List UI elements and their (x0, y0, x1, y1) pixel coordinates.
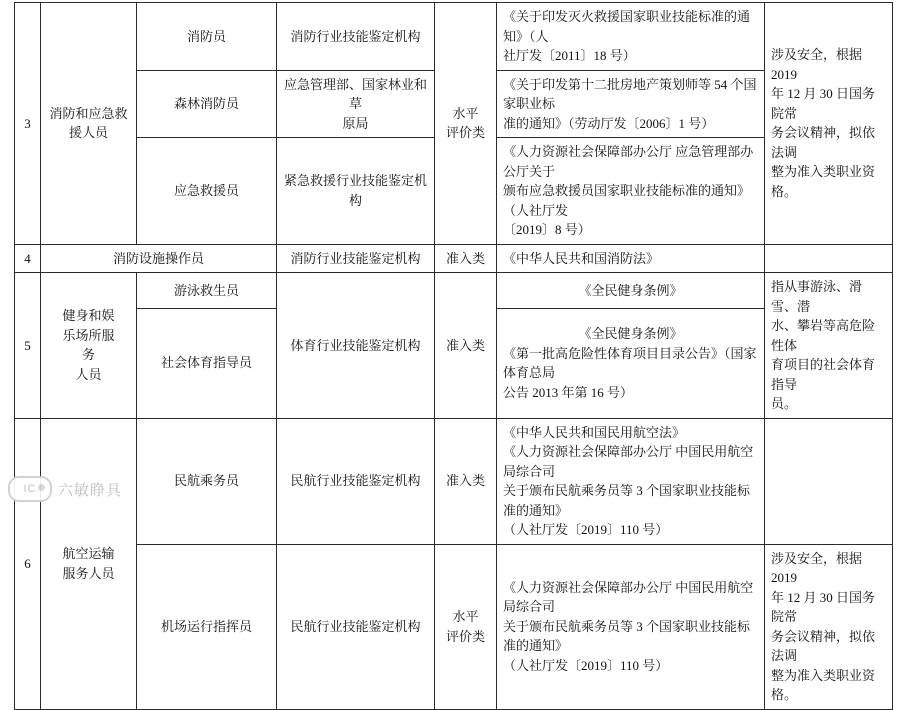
legal-basis (497, 244, 765, 273)
type-line-2: 评价类 (445, 628, 485, 644)
row-group-line: 乐场所服 (62, 327, 115, 343)
row-group (41, 273, 137, 419)
remark-line: 员。 (771, 396, 798, 411)
legal-basis-line: 公告 2013 年第 16 号） (503, 384, 634, 400)
organization-line: 构 (348, 192, 362, 208)
legal-basis (497, 3, 765, 71)
legal-basis-line: 《人力资源社会保障部办公厅 中国民用航空局综合司 (503, 444, 754, 479)
legal-basis-line: 〔2019〕8 号） (503, 222, 591, 237)
row-index: 5 (15, 273, 41, 419)
watermark-logo-icon (8, 476, 52, 502)
remark-line: 水、攀岩等高危险性体 (771, 318, 876, 353)
remark-line: 年 12 月 30 日国务院常 (771, 86, 876, 121)
legal-basis-line: 《关于印发第十二批房地产策划师等 54 个国家职业标 (503, 76, 757, 111)
organization-line: 紧急救援行业技能鉴定机 (283, 173, 427, 189)
document-page (0, 2, 900, 702)
remark (765, 418, 893, 544)
qualification-type: 准入类 (435, 244, 497, 273)
legal-basis-line: 社厅发〔2011〕18 号） (503, 48, 636, 63)
organization-line: 原局 (342, 115, 369, 131)
occupation-name: 消防设施操作员 (41, 244, 277, 273)
watermark (8, 476, 122, 502)
row-index: 4 (15, 244, 41, 273)
row-index: 3 (15, 3, 41, 245)
row-group-line: 健身和娱 (62, 308, 115, 324)
occupation-name: 消防员 (137, 3, 277, 71)
qualification-type: 准入类 (435, 273, 497, 419)
table-row (15, 273, 893, 309)
legal-basis-line: 《中华人民共和国消防法》 (503, 250, 660, 266)
type-line-2: 评价类 (445, 125, 485, 141)
organization: 体育行业技能鉴定机构 (277, 273, 435, 419)
remark (765, 3, 893, 245)
remark-line: 务会议精神，拟依法调 (771, 125, 876, 160)
type-line-1: 水平 (452, 105, 479, 121)
remark (765, 273, 893, 419)
occupation-name: 应急救援员 (137, 138, 277, 245)
remark (765, 544, 893, 709)
remark-line: 务会议精神，拟依法调 (771, 628, 876, 663)
legal-basis-line: 颁布应急救援员国家职业技能标准的通知》（人社厅发 (503, 183, 751, 218)
row-group-line: 航空运输 (62, 546, 115, 561)
legal-basis (497, 308, 765, 418)
occupation-name: 社会体育指导员 (137, 308, 277, 418)
remark-line: 年 12 月 30 日国务院常 (771, 589, 876, 624)
legal-basis (497, 138, 765, 245)
legal-basis-line: 关于颁布民航乘务员等 3 个国家职业技能标准的通知》 (503, 618, 751, 654)
watermark-logo-text: IC (23, 483, 37, 495)
organization (277, 138, 435, 245)
legal-basis (497, 70, 765, 138)
type-line-1: 水平 (452, 609, 479, 624)
legal-basis-line: 《人力资源社会保障部办公厅 应急管理部办公厅关于 (503, 144, 754, 179)
legal-basis-line: 《人力资源社会保障部办公厅 中国民用航空局综合司 (503, 579, 754, 615)
watermark-label: 六敏睁具 (58, 481, 123, 499)
legal-basis-line: （人社厅发〔2019〕110 号） (503, 522, 669, 537)
remark-line: 涉及安全，根据 2019 (771, 550, 863, 585)
legal-basis-line: 准的通知》（劳动厅发〔2006〕1 号） (503, 115, 715, 131)
table-row (15, 244, 893, 273)
row-group-line: 务 (81, 347, 95, 363)
organization: 消防行业技能鉴定机构 (277, 3, 435, 71)
organization (277, 70, 435, 138)
row-index: 6 (15, 418, 41, 709)
legal-basis-line: 《第一批高危险性体育项目目录公告》（国家体育总局 (503, 345, 757, 381)
legal-basis (497, 273, 765, 309)
table-row (15, 3, 893, 71)
qualification-type: 准入类 (435, 418, 497, 544)
row-group-line: 人员 (75, 366, 102, 382)
legal-basis (497, 544, 765, 709)
legal-basis-line: （人社厅发〔2019〕110 号） (503, 657, 669, 673)
organization: 民航行业技能鉴定机构 (277, 418, 435, 544)
row-group-line: 服务人员 (62, 565, 115, 581)
legal-basis-line: 关于颁布民航乘务员等 3 个国家职业技能标准的通知》 (503, 483, 751, 518)
legal-basis (497, 418, 765, 544)
legal-basis-line: 《中华人民共和国民用航空法》 (503, 424, 686, 440)
occupation-name: 民航乘务员 (137, 418, 277, 544)
remark (765, 244, 893, 273)
table-row (15, 544, 893, 709)
remark-line: 整为准入类职业资格。 (771, 164, 876, 199)
remark-line: 指从事游泳、滑雪、潜 (771, 279, 863, 314)
qualification-type (435, 544, 497, 709)
occupation-name: 机场运行指挥员 (137, 544, 277, 709)
row-group: 消防和应急救援人员 (41, 3, 137, 245)
row-group (41, 418, 137, 709)
remark-line: 育项目的社会体育指导 (771, 357, 876, 392)
remark-line: 整为准入类职业资格。 (771, 667, 876, 702)
organization: 消防行业技能鉴定机构 (277, 244, 435, 273)
occupation-name: 游泳救生员 (137, 273, 277, 309)
qualification-type (435, 3, 497, 245)
organization-line: 应急管理部、国家林业和草 (283, 76, 427, 111)
occupation-name: 森林消防员 (137, 70, 277, 138)
legal-basis-line: 《关于印发灭火救援国家职业技能标准的通知》（人 (503, 9, 751, 44)
occupation-catalog-table (14, 2, 893, 710)
remark-line: 涉及安全，根据 2019 (771, 47, 863, 82)
table-row (15, 418, 893, 544)
legal-basis-line: 《全民健身条例》 (578, 326, 683, 342)
watermark-dot-icon (38, 484, 45, 491)
organization: 民航行业技能鉴定机构 (277, 544, 435, 709)
legal-basis-line: 《全民健身条例》 (578, 282, 683, 298)
